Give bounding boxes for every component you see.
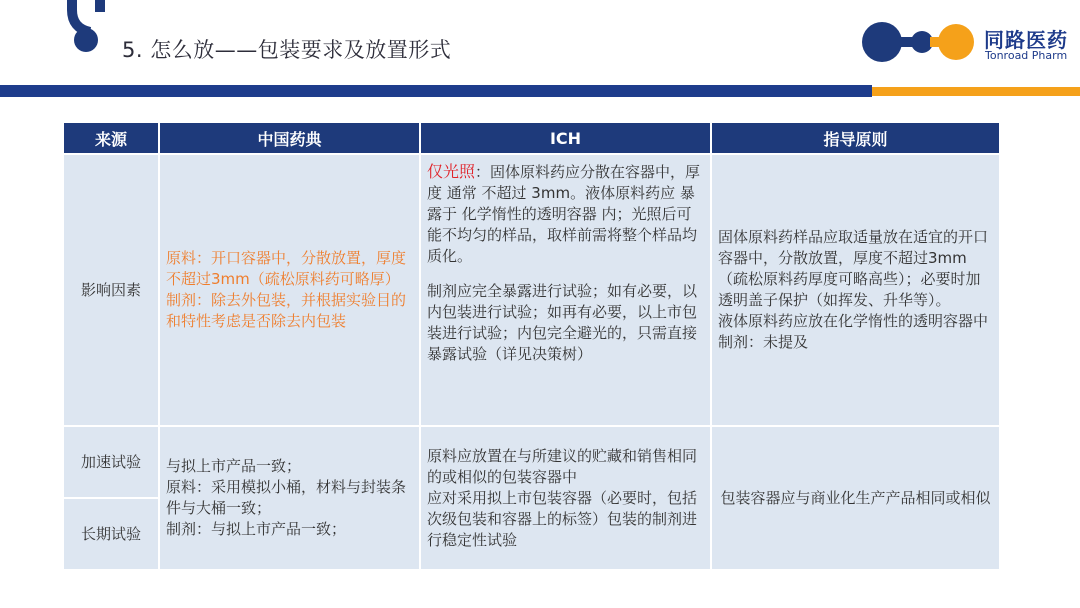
- ich-storage-line: 原料应放置在与所建议的贮藏和销售相同的或相似的包装容器中: [427, 446, 698, 486]
- guideline-line: 制剂：未提及: [718, 333, 809, 351]
- logo-text-en: Tonroad Pharm: [985, 49, 1068, 62]
- ich-highlight: 仅光照: [427, 162, 476, 181]
- row-label-text: 加速试验: [80, 452, 141, 471]
- ich-storage-line: 应对采用拟上市包装容器（必要时，包括次级包装和容器上的标签）包装的制剂进行稳定性试验: [427, 488, 698, 549]
- logo-text-cn: 同路医药: [984, 28, 1068, 52]
- molecule-decoration-icon: [62, 0, 122, 60]
- cell-cn-storage: [159, 426, 420, 570]
- cn-factor-line: 原料：开口容器中，分散放置，厚度不超过3mm（疏松原料药可略厚）: [166, 249, 407, 288]
- header-guideline: 指导原则: [711, 122, 1000, 154]
- header-divider-orange: [872, 87, 1080, 96]
- guideline-storage-text: 包装容器应与商业化生产产品相同或相似: [720, 488, 991, 507]
- page-title: 5. 怎么放——包装要求及放置形式: [122, 38, 452, 62]
- header-cn-pharmacopoeia: 中国药典: [159, 122, 420, 154]
- row-label-accelerated: [63, 426, 159, 498]
- guideline-line: 液体原料药应放在化学惰性的透明容器中: [718, 312, 989, 330]
- guideline-line: 固体原料药样品应取适量放在适宜的开口容器中，分散放置，厚度不超过3mm（疏松原料药厚度可略高些）；必要时加透明盖子保护（如挥发、升华等）。: [718, 228, 989, 309]
- cell-cn-factor: [159, 154, 420, 426]
- table-row: [63, 154, 1000, 426]
- row-label-text: 影响因素: [80, 280, 141, 299]
- cn-factor-line: 制剂：除去外包装，并根据实验目的和特性考虑是否除去内包装: [166, 291, 407, 330]
- cell-guideline-factor: [711, 154, 1000, 426]
- cn-storage-line: 原料：采用模拟小桶，材料与封装条件与大桶一致；: [166, 478, 407, 517]
- company-logo: [860, 20, 1070, 70]
- row-label-factor: [63, 154, 159, 426]
- row-label-longterm: [63, 498, 159, 570]
- logo-mark-icon: [860, 20, 982, 68]
- cn-storage-line: 与拟上市产品一致；: [166, 457, 302, 475]
- cell-ich-storage: [420, 426, 711, 570]
- table-header-row: [63, 122, 1000, 154]
- ich-factor-line: ：固体原料药应分散在容器中，厚度 通常 不超过 3mm。液体原料药应 暴 露于 化学惰性的透明容器 内；光照后可能不均匀的样品，取样前需将整个样品均质化。: [427, 163, 701, 265]
- table-row: [63, 426, 1000, 498]
- cell-guideline-storage: [711, 426, 1000, 570]
- header-source: 来源: [63, 122, 159, 154]
- cell-ich-factor: [420, 154, 711, 426]
- row-label-text: 长期试验: [80, 524, 141, 543]
- header-ich: ICH: [420, 122, 711, 154]
- header-divider-blue: [0, 85, 872, 97]
- cn-storage-line: 制剂：与拟上市产品一致；: [166, 520, 347, 538]
- ich-factor-line: 制剂应完全暴露进行试验；如有必要，以内包装进行试验；如再有必要，以上市包装进行试验；内包完全避光的，只需直接暴露试验（详见决策树）: [427, 282, 698, 363]
- comparison-table: [62, 121, 1001, 571]
